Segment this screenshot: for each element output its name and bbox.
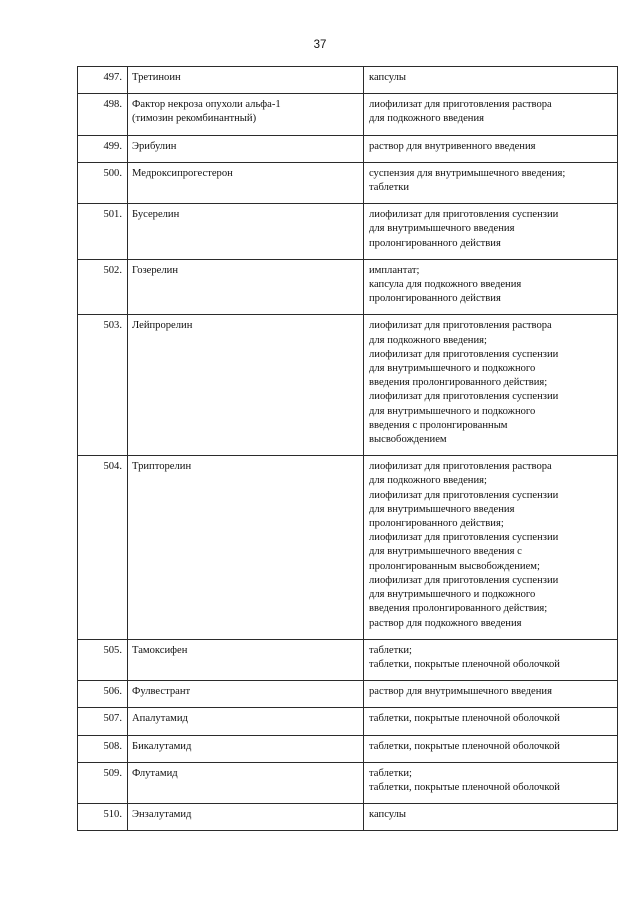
drug-name-line: Флутамид	[132, 767, 178, 779]
dosage-form-line: пролонгированного действия	[369, 293, 501, 305]
dosage-form-line: пролонгированного действия;	[369, 518, 504, 530]
drug-table	[77, 66, 618, 831]
table-row	[78, 67, 618, 94]
row-number: 502.	[78, 259, 128, 315]
dosage-form-line: капсулы	[369, 72, 407, 83]
drug-name-cell	[128, 804, 364, 831]
drug-name-line: Медроксипрогестерон	[132, 167, 233, 179]
table-row	[78, 762, 618, 803]
row-number: 509.	[78, 762, 128, 803]
table-row	[78, 315, 618, 456]
dosage-form-cell	[364, 639, 618, 680]
row-number: 500.	[78, 162, 128, 203]
drug-name-cell	[128, 94, 364, 135]
dosage-form-line: для внутримышечного введения	[369, 223, 515, 235]
dosage-form-line: таблетки, покрытые пленочной оболочкой	[369, 781, 560, 793]
drug-name-cell	[128, 67, 364, 94]
drug-name-cell	[128, 135, 364, 162]
dosage-form-line: таблетки, покрытые пленочной оболочкой	[369, 713, 560, 725]
row-number: 497.	[78, 67, 128, 94]
drug-name-line: Эрибулин	[132, 140, 177, 152]
drug-name-line: Бикалутамид	[132, 740, 192, 752]
dosage-form-line: введения пролонгированного действия;	[369, 603, 548, 615]
dosage-form-line: введения пролонгированного действия;	[369, 377, 548, 389]
dosage-form-line: пролонгированным высвобождением;	[369, 560, 540, 572]
dosage-form-line: для подкожного введения	[369, 113, 485, 125]
dosage-form-cell	[364, 804, 618, 831]
dosage-form-line: капсулы	[369, 809, 407, 821]
drug-name-cell	[128, 315, 364, 456]
dosage-form-line: суспензия для внутримышечного введения;	[369, 167, 566, 179]
table-row	[78, 639, 618, 680]
row-number: 507.	[78, 708, 128, 735]
drug-name-line: (тимозин рекомбинантный)	[132, 113, 257, 125]
dosage-form-line: для внутримышечного введения	[369, 503, 515, 515]
row-number: 508.	[78, 735, 128, 762]
table-row	[78, 681, 618, 708]
dosage-form-line: таблетки;	[369, 644, 412, 656]
dosage-form-line: высвобождением	[369, 434, 447, 446]
drug-name-line: Фактор некроза опухоли альфа-1	[132, 99, 281, 111]
drug-name-cell	[128, 162, 364, 203]
row-number: 504.	[78, 456, 128, 639]
dosage-form-cell	[364, 456, 618, 639]
dosage-form-line: лиофилизат для приготовления суспензии	[369, 574, 559, 586]
dosage-form-line: лиофилизат для приготовления суспензии	[369, 209, 559, 221]
row-number: 510.	[78, 804, 128, 831]
table-row	[78, 804, 618, 831]
dosage-form-line: лиофилизат для приготовления суспензии	[369, 348, 559, 360]
row-number: 506.	[78, 681, 128, 708]
table-row	[78, 259, 618, 315]
drug-name-line: Апалутамид	[132, 713, 188, 725]
dosage-form-line: лиофилизат для приготовления раствора	[369, 99, 552, 111]
row-number: 499.	[78, 135, 128, 162]
dosage-form-cell	[364, 204, 618, 260]
row-number: 505.	[78, 639, 128, 680]
drug-name-cell	[128, 735, 364, 762]
dosage-form-line: лиофилизат для приготовления раствора	[369, 461, 552, 473]
drug-name-line: Лейпрорелин	[132, 320, 193, 332]
dosage-form-cell	[364, 681, 618, 708]
table-row	[78, 204, 618, 260]
drug-name-line: Фулвестрант	[132, 686, 191, 698]
table-row	[78, 708, 618, 735]
dosage-form-line: лиофилизат для приготовления суспензии	[369, 391, 559, 403]
dosage-form-line: пролонгированного действия	[369, 237, 501, 249]
dosage-form-line: для внутримышечного и подкожного	[369, 405, 536, 417]
table-row	[78, 135, 618, 162]
row-number: 498.	[78, 94, 128, 135]
drug-name-line: Бусерелин	[132, 209, 180, 221]
dosage-form-line: для подкожного введения;	[369, 475, 487, 487]
drug-name-line: Трипторелин	[132, 461, 192, 473]
drug-name-line: Энзалутамид	[132, 809, 192, 821]
drug-name-cell	[128, 639, 364, 680]
dosage-form-line: введения с пролонгированным	[369, 419, 508, 431]
dosage-form-line: для внутримышечного и подкожного	[369, 363, 536, 375]
dosage-form-cell	[364, 135, 618, 162]
dosage-form-line: таблетки	[369, 182, 410, 194]
dosage-form-cell	[364, 94, 618, 135]
dosage-form-line: капсула для подкожного введения	[369, 279, 522, 291]
table-row	[78, 456, 618, 639]
drug-name-cell	[128, 204, 364, 260]
dosage-form-cell	[364, 735, 618, 762]
table-row	[78, 162, 618, 203]
drug-name-cell	[128, 259, 364, 315]
dosage-form-line: лиофилизат для приготовления раствора	[369, 320, 552, 332]
table-row	[78, 94, 618, 135]
drug-name-line: Третиноин	[132, 72, 181, 83]
drug-name-cell	[128, 681, 364, 708]
dosage-form-cell	[364, 315, 618, 456]
dosage-form-cell	[364, 259, 618, 315]
dosage-form-line: для подкожного введения;	[369, 334, 487, 346]
drug-name-line: Тамоксифен	[132, 644, 188, 656]
dosage-form-line: для внутримышечного введения с	[369, 546, 522, 558]
page-number: 37	[313, 39, 327, 51]
drug-name-cell	[128, 762, 364, 803]
dosage-form-line: раствор для подкожного введения	[369, 617, 522, 629]
row-number: 503.	[78, 315, 128, 456]
dosage-form-line: лиофилизат для приготовления суспензии	[369, 532, 559, 544]
drug-name-cell	[128, 708, 364, 735]
dosage-form-line: таблетки, покрытые пленочной оболочкой	[369, 658, 560, 670]
dosage-form-cell	[364, 762, 618, 803]
dosage-form-line: таблетки, покрытые пленочной оболочкой	[369, 740, 560, 752]
dosage-form-line: лиофилизат для приготовления суспензии	[369, 489, 559, 501]
drug-name-cell	[128, 456, 364, 639]
dosage-form-line: имплантат;	[369, 264, 420, 276]
drug-name-line: Гозерелин	[132, 264, 179, 276]
dosage-form-cell	[364, 162, 618, 203]
dosage-form-line: раствор для внутримышечного введения	[369, 686, 552, 698]
drug-table-body	[78, 67, 618, 831]
table-row	[78, 735, 618, 762]
row-number: 501.	[78, 204, 128, 260]
dosage-form-line: раствор для внутривенного введения	[369, 140, 536, 152]
dosage-form-cell	[364, 708, 618, 735]
dosage-form-cell	[364, 67, 618, 94]
dosage-form-line: таблетки;	[369, 767, 412, 779]
dosage-form-line: для внутримышечного и подкожного	[369, 589, 536, 601]
